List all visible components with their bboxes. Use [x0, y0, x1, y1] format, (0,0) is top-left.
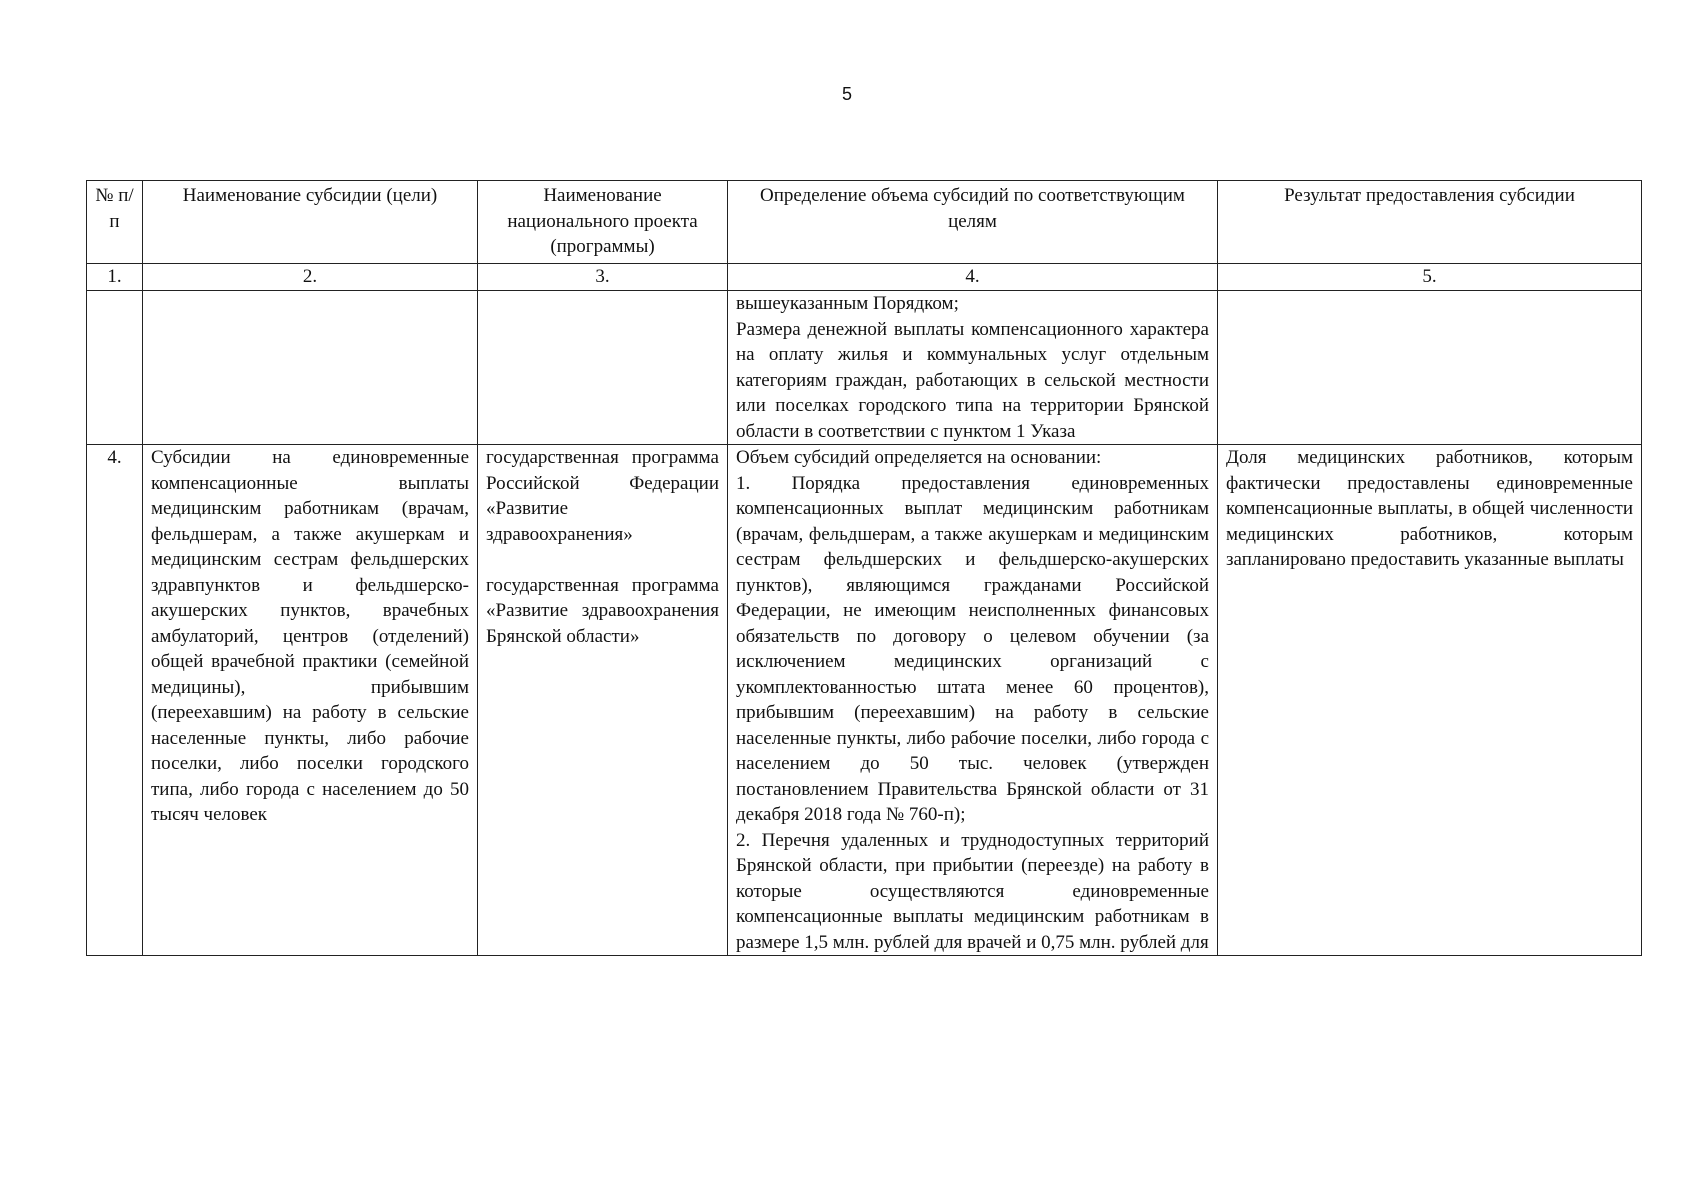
subsidy-table — [86, 180, 1642, 956]
column-number: 1. — [87, 264, 143, 291]
column-number: 5. — [1218, 264, 1642, 291]
header-volume-definition: Определение объема субсидий по соответствующим целям — [728, 181, 1218, 264]
spacer — [486, 547, 719, 573]
volume-continuation-cell — [728, 291, 1218, 445]
row-number: 4. — [87, 445, 143, 956]
header-number: № п/п — [87, 181, 143, 264]
table-row-4 — [87, 445, 1642, 956]
header-subsidy-name: Наименование субсидии (цели) — [143, 181, 478, 264]
volume-definition-cell — [728, 445, 1218, 956]
subsidy-name-cell — [143, 445, 478, 956]
result-cell — [1218, 445, 1642, 956]
table-cell — [143, 291, 478, 445]
header-national-project: Наименование национального проекта (программы) — [478, 181, 728, 264]
national-project-1: государственная программа Российской Федерации «Развитие здравоохранения» — [486, 447, 719, 545]
volume-paragraph-2: 2. Перечня удаленных и труднодоступных территорий Брянской области, при прибытии (переезде) на работу в которые осуществляются единовременные компенсационные выплаты медицинским работникам в размере 1,5 млн. рублей для врачей и 0,75 млн. рублей для — [736, 829, 1209, 953]
subsidy-name: Субсидии на единовременные компенсационные выплаты медицинским работникам (врачам, фельдшерам, а также акушеркам и медицинским сестрам фельдшерских здравпунктов и фельдшерско-акушерских пунктов, врачебных амбулаторий, центров (отделений) общей врачебной практики (семейной медицины), прибывшим (переехавшим) на работу в сельские населенные пункты, либо рабочие поселки, либо поселки городского типа, либо города с населением до 50 тысяч человек — [151, 447, 469, 825]
column-number: 2. — [143, 264, 478, 291]
table-cell — [1218, 291, 1642, 445]
page-number: 5 — [841, 84, 852, 104]
result-text: Доля медицинских работников, которым фактически предоставлены единовременные компенсационные выплаты, в общей численности медицинских работников, которым запланировано предоставить указанные выплаты — [1226, 447, 1633, 570]
volume-continuation-first-line: вышеуказанным Порядком; — [736, 293, 959, 314]
table-cell — [87, 291, 143, 445]
volume-continuation-paragraph: Размера денежной выплаты компенсационного характера на оплату жилья и коммунальных услуг отдельным категориям граждан, работающих в сельской местности или поселках городского типа на территории Брянской области в соответствии с пунктом 1 Указа — [736, 318, 1209, 442]
table-row-continuation — [87, 291, 1642, 445]
column-number: 3. — [478, 264, 728, 291]
volume-paragraph-1: 1. Порядка предоставления единовременных компенсационных выплат медицинским работникам (врачам, фельдшерам, а также акушеркам и медицинским сестрам фельдшерских и фельдшерско-акушерских пунктов), являющимся гражданами Российской Федерации, не имеющим неисполненных финансовых обязательств по договору о целевом обучении (за исключением медицинских организаций с укомплектованностью штата менее 60 процентов), прибывшим (переехавшим) на работу в сельские населенные пункты, либо рабочие поселки, либо города с населением до 50 тыс. человек (утвержден постановлением Правительства Брянской области от 31 декабря 2018 года № 760-п); — [736, 472, 1209, 825]
national-project-cell — [478, 445, 728, 956]
header-row — [87, 181, 1642, 264]
national-project-2: государственная программа «Развитие здравоохранения Брянской области» — [486, 574, 719, 647]
header-result: Результат предоставления субсидии — [1218, 181, 1642, 264]
column-number-row — [87, 264, 1642, 291]
table-cell — [478, 291, 728, 445]
volume-intro: Объем субсидий определяется на основании: — [736, 447, 1102, 468]
column-number: 4. — [728, 264, 1218, 291]
